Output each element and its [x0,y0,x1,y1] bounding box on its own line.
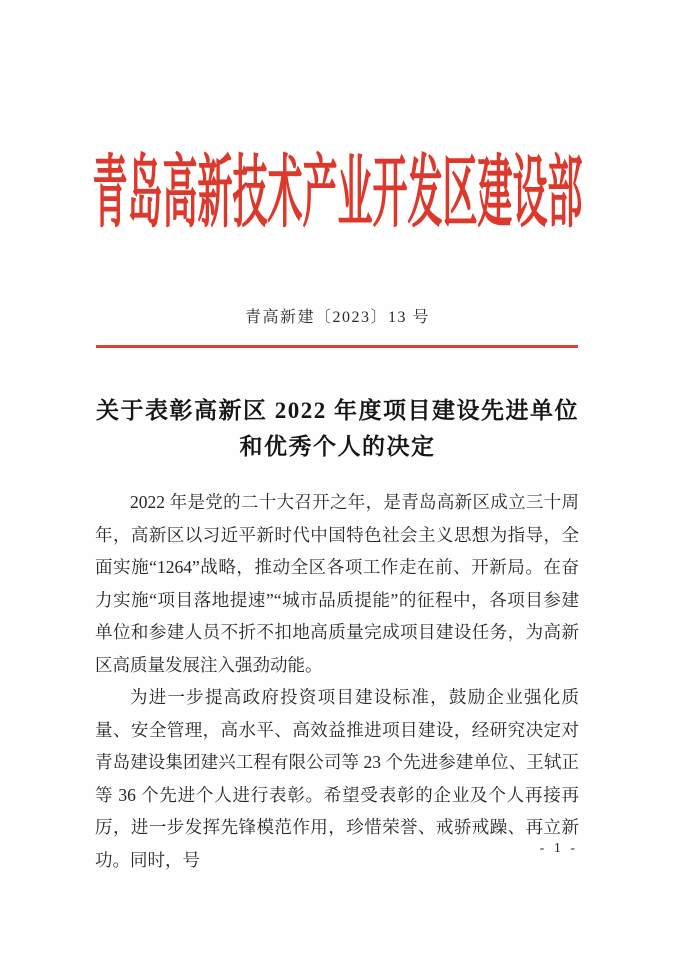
document-body [95,486,579,876]
document-number: 青高新建〔2023〕13 号 [244,309,430,326]
body-paragraph-1: 2022 年是党的二十大召开之年，是青岛高新区成立三十周年，高新区以习近平新时代中国特色社会主义思想为指导，全面实施“1264”战略，推动全区各项工作走在前、开新局。在奋力实施“项目落地提速”“城市品质提能”的征程中，各项目参建单位和参建人员不折不扣地高质量完成项目建设任务，为高新区高质量发展注入强劲动能。 [95,492,579,675]
document-title [40,393,635,465]
page-number: - 1 - [539,841,578,856]
body-paragraph-2: 为进一步提高政府投资项目建设标准，鼓励企业强化质量、安全管理，高水平、高效益推进项目建设，经研究决定对青岛建设集团建兴工程有限公司等 23 个先进参建单位、王轼正等 36 个先进个人进行表彰。希望受表彰的企业及个人再接再厉，进一步发挥先锋模范作用，珍惜荣誉、戒骄戒躁、再立新功。同时，号 [95,687,579,870]
red-divider-line [96,345,578,348]
agency-masthead-title: 青岛高新技术产业开发区建设部 [92,149,583,238]
document-title-line2: 和优秀个人的决定 [239,434,436,459]
document-title-line1: 关于表彰高新区 2022 年度项目建设先进单位 [96,398,579,423]
